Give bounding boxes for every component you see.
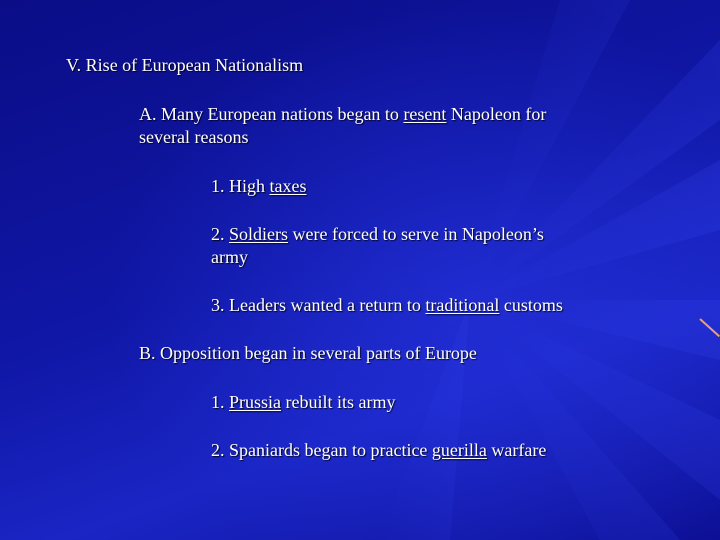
term-prussia: Prussia: [229, 392, 282, 412]
term-resent: resent: [403, 104, 447, 124]
section-a-item-2: 2. Soldiers were forced to serve in Napoleon’s: [211, 224, 544, 244]
section-b-item-2: 2. Spaniards began to practice guerilla warfare: [211, 440, 547, 460]
term-taxes: taxes: [269, 176, 307, 196]
term-traditional: traditional: [425, 295, 500, 315]
section-a-item-3: 3. Leaders wanted a return to traditional customs: [211, 295, 563, 315]
section-a-item-2-continued: army: [211, 247, 248, 267]
slide-heading: V. Rise of European Nationalism: [66, 55, 304, 75]
section-a-line-1: A. Many European nations began to resent Napoleon for: [139, 104, 547, 124]
section-b-item-1: 1. Prussia rebuilt its army: [211, 392, 396, 412]
section-a-item-1: 1. High taxes: [211, 176, 307, 196]
section-b-line: B. Opposition began in several parts of Europe: [139, 343, 477, 363]
term-soldiers: Soldiers: [229, 224, 289, 244]
term-guerilla: guerilla: [431, 440, 487, 460]
section-a-line-2: several reasons: [139, 127, 249, 147]
